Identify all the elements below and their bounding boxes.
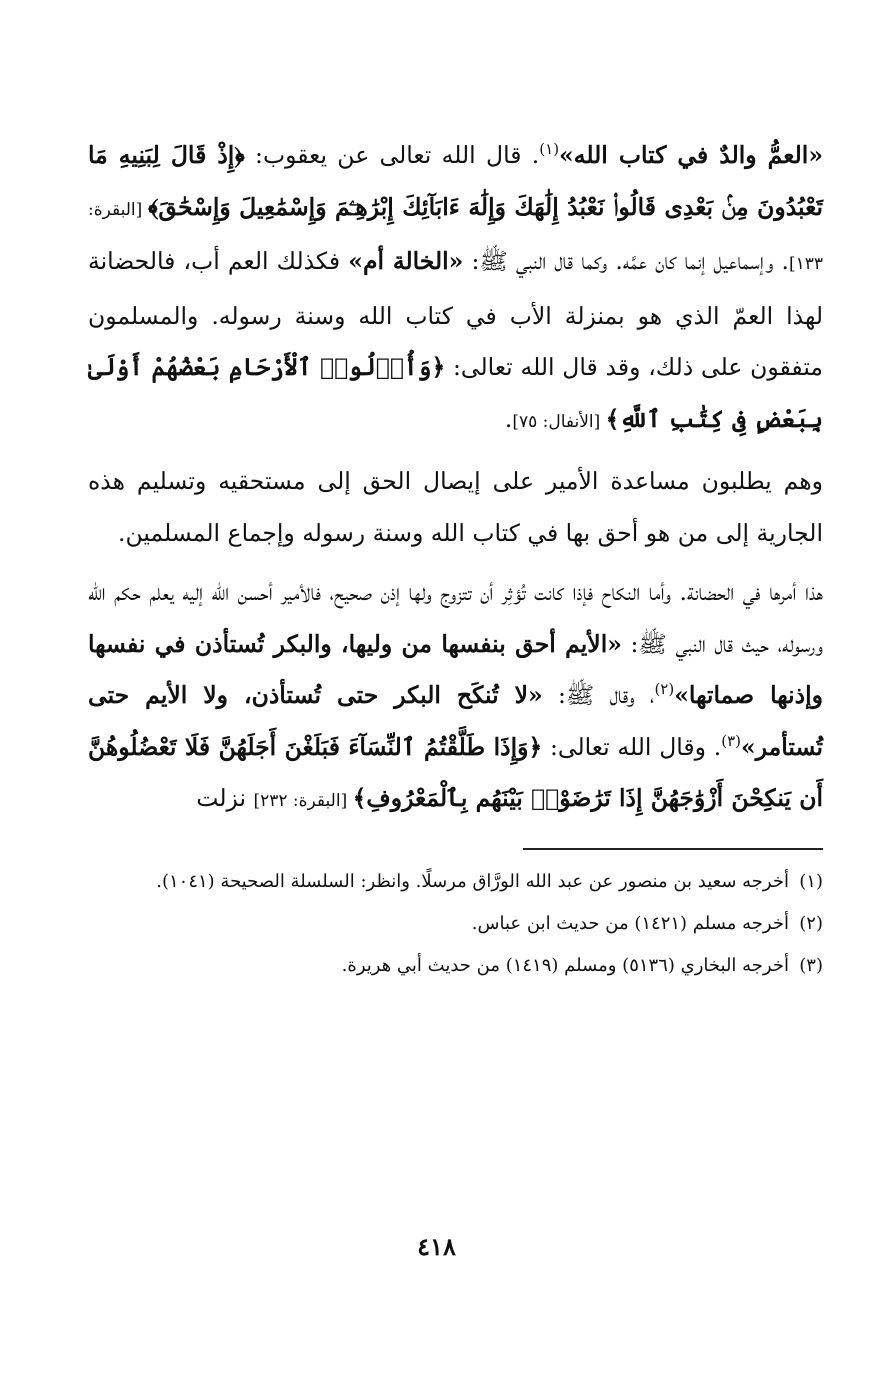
verse-reference: [البقرة: ١٣٣] bbox=[88, 199, 823, 274]
footnote-marker-2: (٢) bbox=[654, 680, 675, 699]
page-number: ٤١٨ bbox=[417, 1232, 456, 1261]
footnote-text: أخرجه سعيد بن منصور عن عبد الله الورَّاق مرسلًا. وانظر: السلسلة الصحيحة (١٠٤١). bbox=[156, 870, 789, 892]
hadith-quote: «الخالة أم» bbox=[348, 247, 464, 275]
footnote-number: (٢) bbox=[799, 912, 823, 934]
quran-verse: ﴿إِذْ قَالَ لِبَنِيهِ مَا تَعْبُدُونَ مِنۢ بَعْدِى قَالُوا۟ نَعْبُدُ إِلَٰهَكَ وَإِلَٰهَ ءَابَآئِكَ إِبْرَٰهِـۧمَ وَإِسْمَٰعِيلَ وَإِسْحَٰقَ﴾ bbox=[88, 141, 824, 221]
body-text: . قال الله تعالى عن يعقوب: bbox=[244, 141, 540, 169]
paragraph-3 bbox=[88, 567, 823, 828]
body-text: . وقال الله تعالى: bbox=[542, 732, 722, 761]
footnote-2 bbox=[88, 906, 823, 942]
hadith-quote: «الأيم أحق بنفسها من وليها، والبكر تُستأذن في نفسها وإذنها صماتها» bbox=[88, 629, 823, 709]
body-text: نزلت bbox=[196, 784, 254, 812]
footnotes bbox=[88, 864, 823, 984]
body-text: فكذلك العم أب، فالحضانة لهذا العمّ الذي هو بمنزلة الأب في كتاب الله وسنة رسوله. والمسلمون متفقون على ذلك، وقد قال الله تعالى: bbox=[88, 247, 823, 381]
verse-reference: [البقرة: ٢٣٢] bbox=[253, 791, 353, 811]
paragraph-2: وهم يطلبون مساعدة الأمير على إيصال الحق إلى مستحقيه وتسليم هذه الجارية إلى من هو أحق بها في كتاب الله وسنة رسوله وإجماع المسلمين. bbox=[88, 467, 823, 547]
footnote-separator bbox=[523, 848, 823, 850]
quran-verse: ﴿وَأُو۟لُوا۟ ٱلْأَرْحَامِ بَعْضُهُمْ أَوْلَىٰ بِبَعْضٍ فِى كِتَٰبِ ٱللَّهِ﴾ bbox=[88, 353, 823, 433]
footnote-1 bbox=[88, 864, 823, 900]
footnote-marker-3: (٣) bbox=[721, 731, 741, 750]
footnote-text: أخرجه مسلم (١٤٢١) من حديث ابن عباس. bbox=[471, 912, 789, 934]
body-text: . bbox=[504, 404, 513, 433]
footnote-number: (٣) bbox=[799, 954, 823, 976]
footnote-number: (١) bbox=[799, 870, 823, 892]
body-text: هذا أمرها في الحضانة. وأما النكاح فإذا كانت تُؤثِر أن تتزوج ولها إذن صحيح، فالأمير أحسن الله إليه يعلم حكم الله ورسوله، حيث قال النبي ﷺ: bbox=[88, 578, 824, 658]
body-text: ، وقال ﷺ: bbox=[542, 681, 655, 709]
footnote-text: أخرجه البخاري (٥١٣٦) ومسلم (١٤١٩) من حديث أبي هريرة. bbox=[341, 954, 789, 976]
paragraph-1 bbox=[88, 130, 823, 448]
quran-verse: ﴿وَإِذَا طَلَّقْتُمُ ٱلنِّسَآءَ فَبَلَغْنَ أَجَلَهُنَّ فَلَا تَعْضُلُوهُنَّ أَن يَنكِحْنَ أَزْوَٰجَهُنَّ إِذَا تَرَٰضَوْا۟ بَيْنَهُم بِٱلْمَعْرُوفِ﴾ bbox=[88, 732, 823, 812]
footnote-marker-1: (١) bbox=[539, 140, 560, 159]
footnote-3 bbox=[88, 948, 823, 984]
body-text: . وإسماعيل إنما كان عمَّه. وكما قال النبي ﷺ: bbox=[463, 247, 789, 275]
verse-reference: [الأنفال: ٧٥] bbox=[512, 411, 606, 432]
page-body bbox=[88, 130, 823, 990]
hadith-quote: «لا تُنكَح البكر حتى تُستأذن، ولا الأيم حتى تُستأمر» bbox=[88, 681, 823, 761]
hadith-quote: «العمُّ والدٌ في كتاب الله» bbox=[559, 141, 824, 169]
